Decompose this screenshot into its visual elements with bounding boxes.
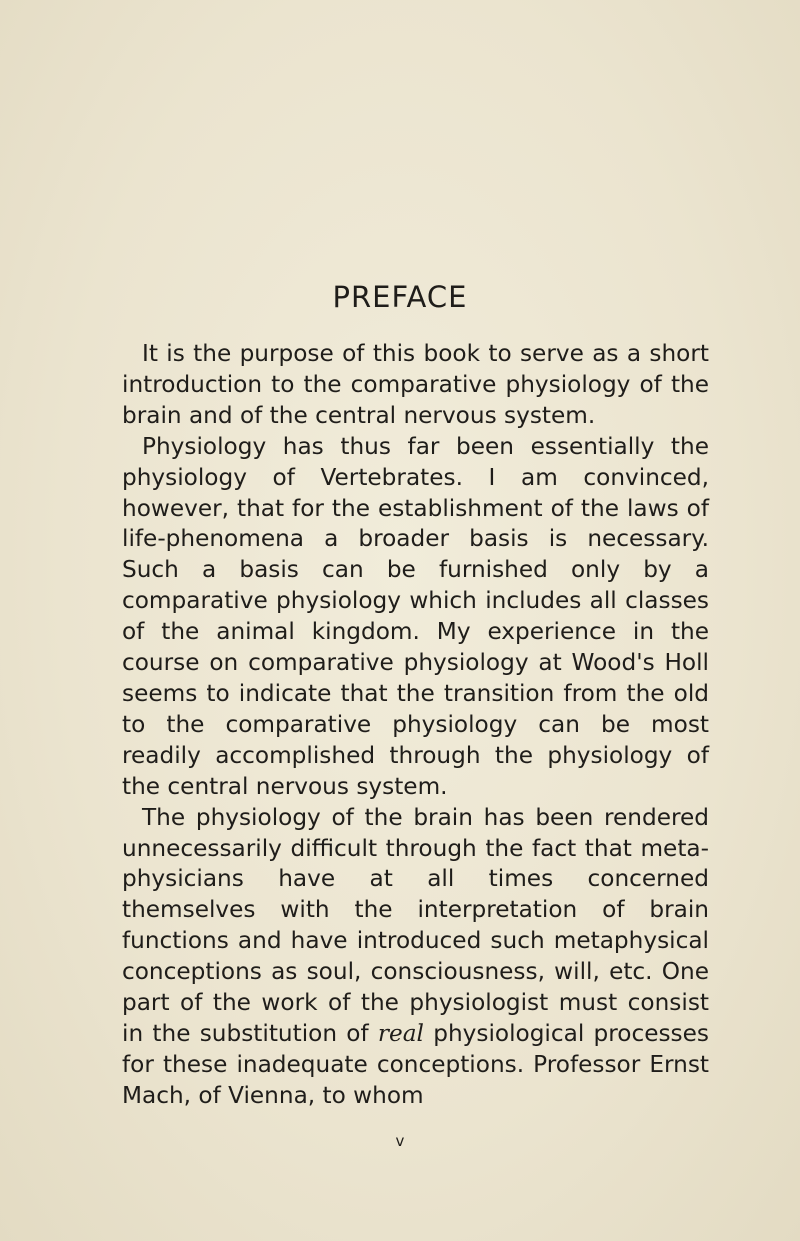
paragraph-3 — [122, 803, 709, 1112]
paragraph-1: It is the purpose of this book to serve as a short introduction to the comparative physiology of the brain and of the central nervous system. — [122, 340, 709, 429]
page-title: PREFACE — [332, 280, 468, 314]
italic-emphasis: real — [377, 1019, 424, 1047]
page-number: v — [395, 1132, 405, 1150]
preface-body — [122, 339, 709, 1112]
paragraph-3-part-2: physiological processes for these inadequate conceptions. Professor Ernst Mach, of Vienna, to whom — [122, 1019, 709, 1109]
paragraph-3-part-1: The physiology of the brain has been rendered unnecessarily difficult through the fact that metaphysicians have at all times concerned themselves with the interpretation of brain functions and have introduced such metaphysical conceptions as soul, consciousness, will, etc. One part of the work of the physiologist must consist in the substitution of — [122, 803, 709, 1047]
paragraph-2: Physiology has thus far been essentially the physiology of Vertebrates. I am convinced, however, that for the establishment of the laws of life-phenomena a broader basis is necessary. Such a basis can be furnished only by a comparative physiology which includes all classes of the animal kingdom. My experience in the course on comparative physiology at Wood's Holl seems to indicate that the transition from the old to the comparative physiology can be most readily accomplished through the physiology of the central nervous system. — [122, 432, 709, 800]
